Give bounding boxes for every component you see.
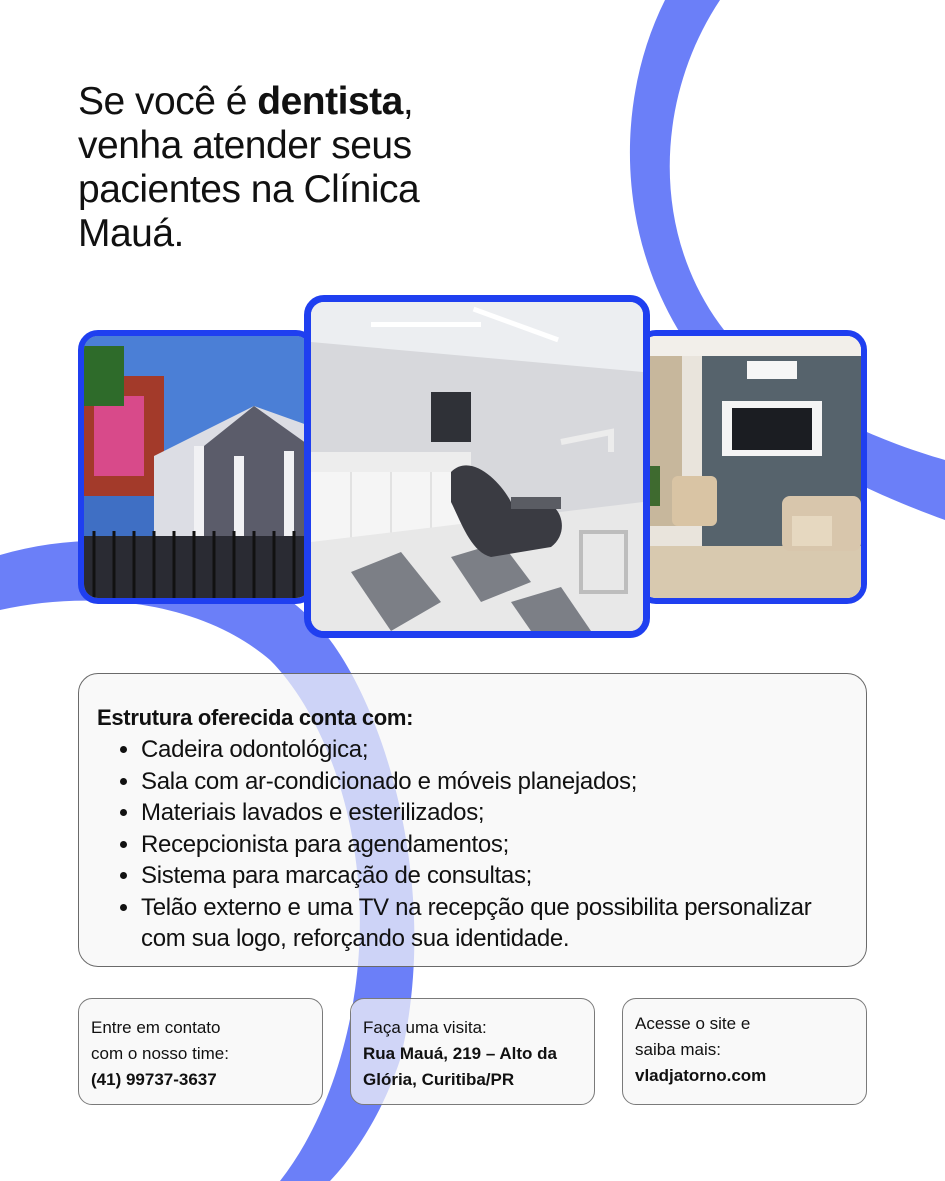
list-item: • Materiais lavados e esterilizados; [141,797,846,829]
visit-label: Faça uma visita: [363,1018,487,1037]
headline-suffix: , venha atender seus pacientes na Clínica Mauá. [78,80,420,255]
headline [78,80,498,256]
site-label-line2: saiba mais: [635,1040,721,1059]
visit-address: Rua Mauá, 219 – Alto da Glória, Curitiba/PR [363,1044,557,1089]
reception-room-photo [636,330,867,604]
site-label-line1: Acesse o site e [635,1014,751,1033]
features-panel [78,673,867,967]
site-url-link[interactable]: vladjatorno.com [635,1066,767,1085]
contact-label-line1: Entre em contato [91,1018,221,1037]
site-card [622,998,867,1105]
list-item: • Sistema para marcação de consultas; [141,860,846,892]
headline-prefix: Se você é [78,80,258,123]
features-title: Estrutura oferecida conta com: [97,705,414,730]
list-item: • Telão externo e uma TV na recepção que possibilita personalizar com sua logo, reforçando sua identidade. [141,892,846,955]
features-list [97,734,846,955]
contact-label-line2: com o nosso time: [91,1044,229,1063]
list-item: • Sala com ar-condicionado e móveis planejados; [141,766,846,798]
list-item: • Recepcionista para agendamentos; [141,829,846,861]
visit-card [350,998,595,1105]
contact-card [78,998,323,1105]
list-item: • Cadeira odontológica; [141,734,846,766]
dental-office-photo [304,295,650,638]
building-facade-photo [78,330,316,604]
contact-phone[interactable]: (41) 99737-3637 [91,1070,217,1089]
headline-emphasis: dentista [257,80,403,123]
